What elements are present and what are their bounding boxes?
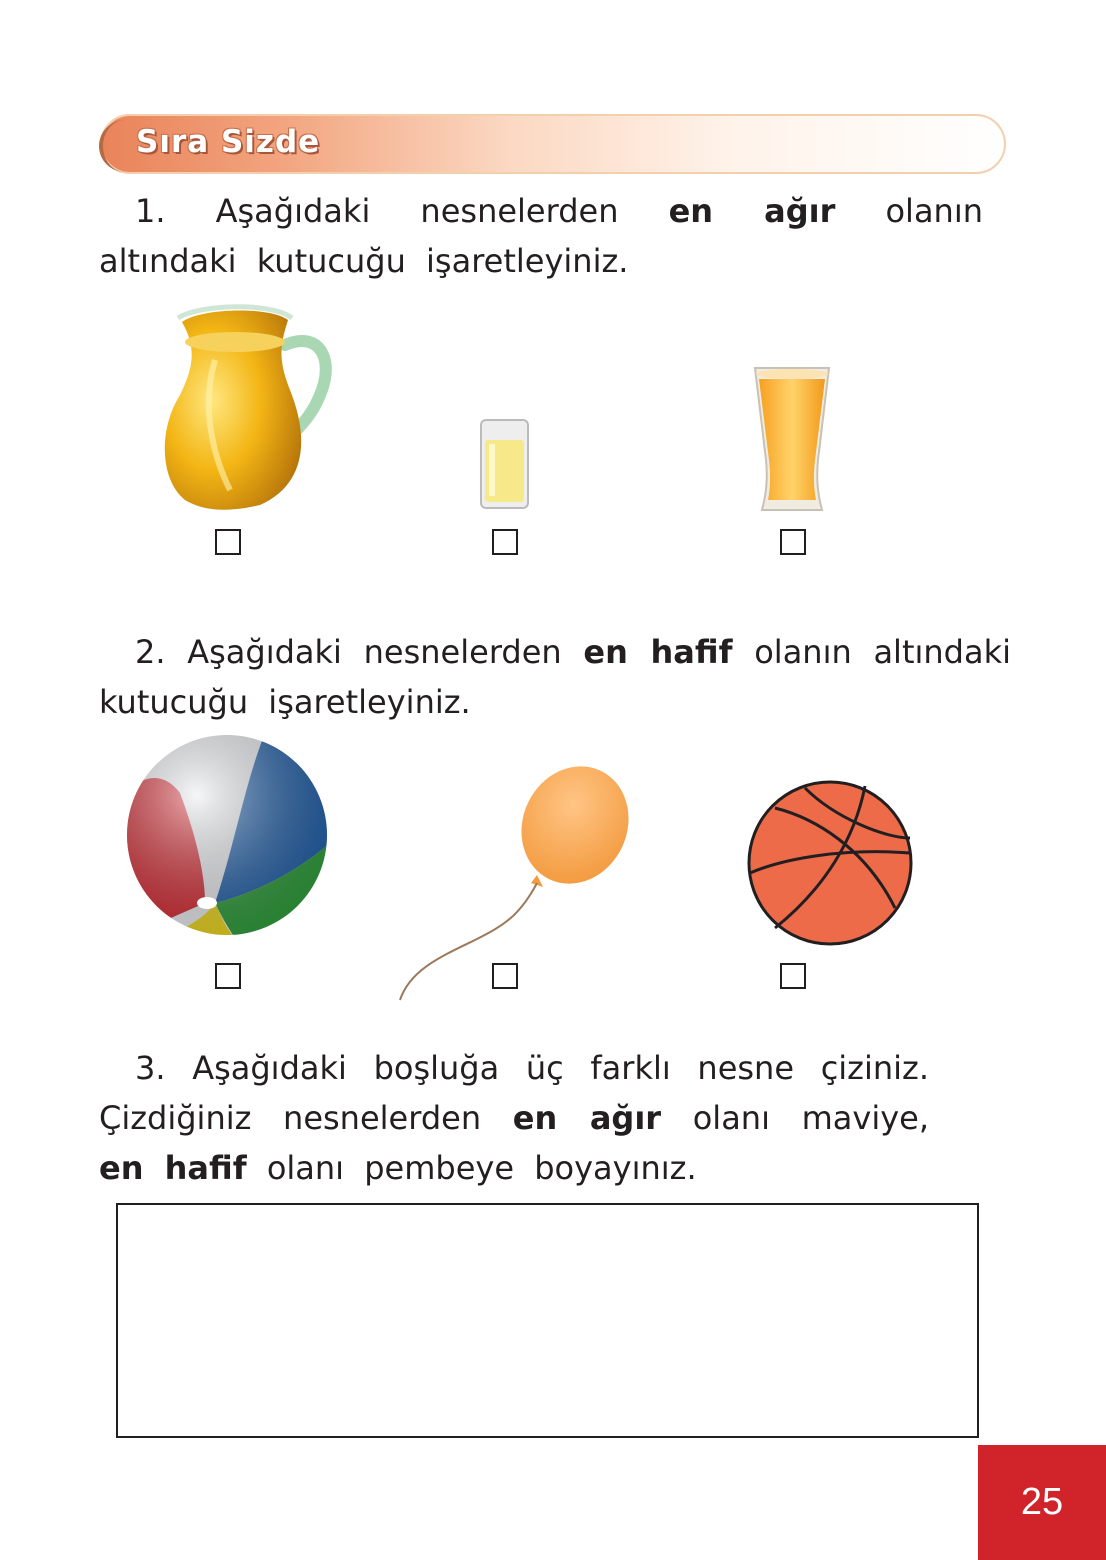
question-1-prefix: 1. Aşağıdaki nesnelerden [135, 192, 669, 230]
question-3-text [99, 1043, 929, 1193]
question-1-text [99, 186, 983, 286]
drawing-area[interactable] [116, 1203, 979, 1438]
page-number: 25 [1020, 1481, 1064, 1523]
question-2-checkbox-2[interactable] [492, 963, 518, 989]
question-1-checkbox-2[interactable] [492, 529, 518, 555]
section-banner [100, 114, 1006, 174]
small-juice-glass-icon [477, 418, 532, 513]
question-1-checkbox-1[interactable] [215, 529, 241, 555]
question-2-text [99, 627, 1011, 727]
page-number-box [978, 1445, 1106, 1560]
question-1-emphasis: en ağır [668, 192, 836, 230]
beach-ball-icon [125, 733, 330, 938]
question-2-suffix: olanın altındaki kutucuğu işaretleyiniz. [99, 633, 1011, 721]
question-1-suffix: olanın altındaki kutucuğu işaretleyiniz. [99, 192, 984, 280]
question-3-part-2: olanı maviye, [661, 1099, 930, 1137]
tall-juice-glass-icon [752, 365, 832, 515]
question-2-prefix: 2. Aşağıdaki nesnelerden [135, 633, 584, 671]
question-3-part-3: olanı pembeye boyayınız. [246, 1149, 697, 1187]
question-2-checkbox-1[interactable] [215, 963, 241, 989]
basketball-icon [745, 778, 915, 948]
question-2-checkbox-3[interactable] [780, 963, 806, 989]
question-2-emphasis: en hafif [583, 633, 733, 671]
section-title: Sıra Sizde [136, 124, 321, 160]
question-3-emphasis-2: en hafif [99, 1149, 247, 1187]
juice-pitcher-icon [160, 300, 335, 515]
question-3-emphasis-1: en ağır [512, 1099, 662, 1137]
question-3-part-1: 3. Aşağıdaki boşluğa üç farklı nesne çiziniz. Çizdiğiniz nesnelerden [99, 1049, 929, 1137]
question-1-checkbox-3[interactable] [780, 529, 806, 555]
